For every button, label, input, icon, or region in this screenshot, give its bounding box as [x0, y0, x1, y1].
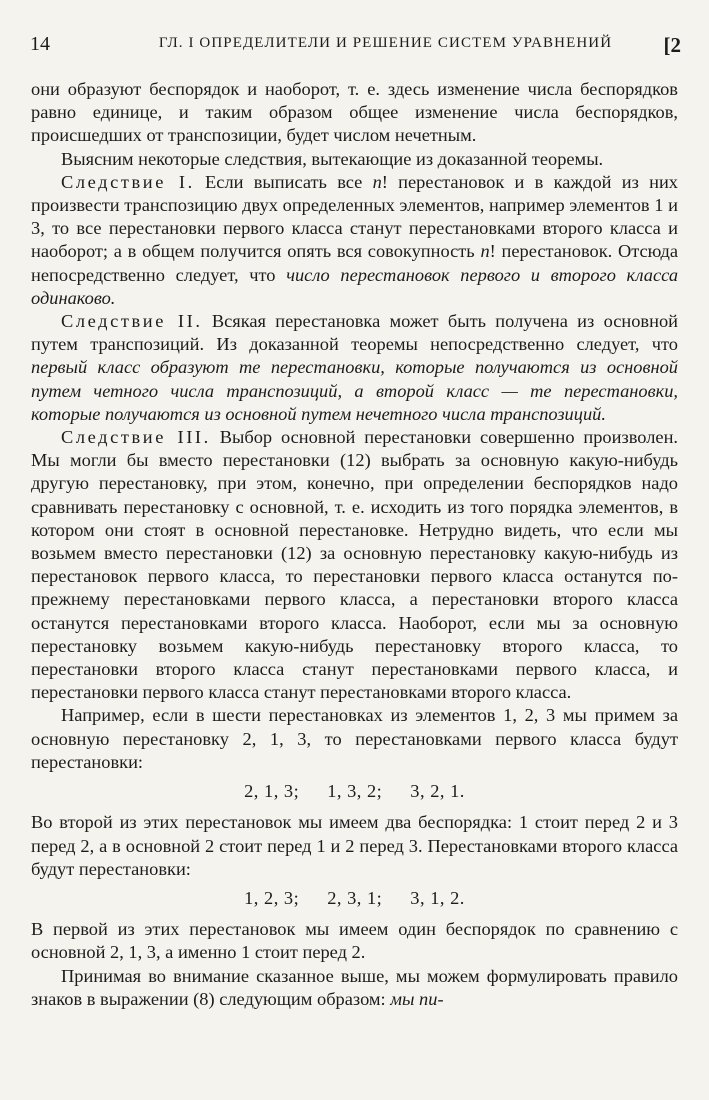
corollary-1-label: Следствие I.: [61, 171, 195, 192]
paragraph-example: Например, если в шести перестановках из элементов 1, 2, 3 мы примем за основную перестановку 2, 1, 3, то перестановками первого класса будут перестановки:: [31, 705, 678, 772]
formula-second-class: [31, 887, 678, 910]
permutation: 1, 3, 2;: [327, 781, 383, 802]
corollary-1: Следствие I. Если выписать все n! перестановок и в каждой из них произвести транспозицию двух определенных элементов, например элементов 1 и 3, то все перестановки первого класса станут перестановками второго класса и наоборот; а в общем получится опять вся совокупность n! перестановок. Отсюда непосредственно следует, что число перестановок первого и второго класса одинаково.: [31, 171, 679, 308]
corollary-3: Следствие III. Выбор основной перестановки совершенно произволен. Мы могли бы вместо перестановки (12) выбрать за основную какую-нибудь другую перестановку, при этом, конечно, при определении беспорядков надо сравнивать перестановку с основной, т. е. исходить из того порядка элементов, в котором они стоят в основной перестановке. Нетрудно видеть, что если мы возьмем вместо перестановки (12) за основную перестановку какую-нибудь из перестановок первого класса, то перестановки первого класса останутся по-прежнему перестановками первого класса, а перестановки второго класса останутся перестановками второго класса. Наоборот, если мы за основную перестановку возьмем какую-нибудь перестановку второго класса, то перестановки второго класса станут перестановками первого класса, и перестановки первого класса станут перестановками второго класса.: [31, 427, 679, 703]
permutation: 2, 1, 3;: [244, 781, 300, 802]
running-title: ГЛ. I ОПРЕДЕЛИТЕЛИ И РЕШЕНИЕ СИСТЕМ УРАВНЕНИЙ: [158, 35, 613, 51]
rule-italic: мы пи-: [390, 988, 444, 1009]
paragraph-continuation: они образуют беспорядок и наоборот, т. е. здесь изменение числа беспорядков равно единице, и таким образом общее изменение числа беспорядков, происшедших от транспозиции, будет числом нечетным.: [31, 79, 678, 146]
paragraph-first-permutation: В первой из этих перестановок мы имеем один беспорядок по сравнению с основной 2, 1, 3, а именно 1 стоит перед 2.: [31, 919, 678, 963]
paragraph-rule: Принимая во внимание сказанное выше, мы можем формулировать правило знаков в выражении (8) следующим образом: мы пи-: [31, 965, 678, 1009]
page-header: [30, 33, 681, 61]
page-body: [31, 78, 678, 1011]
corollary-2-label: Следствие II.: [61, 311, 203, 332]
variable-n: n: [480, 241, 490, 262]
formula-first-class: [31, 780, 678, 803]
corollary-2: Следствие II. Всякая перестановка может быть получена из основной путем транспозиций. Из доказанной теоремы непосредственно следует, что первый класс образуют те перестановки, которые получаются из основной путем четного числа транспозиций, а второй класс — те перестановки, которые получаются из основной путем нечетного числа транспозиций.: [31, 311, 678, 424]
corollary-2-conclusion: первый класс образуют те перестановки, которые получаются из основной путем четного числа транспозиций, а второй класс — те перестановки, которые получаются из основной путем нечетного числа транспозиций.: [31, 357, 678, 424]
section-number: [2: [663, 33, 681, 57]
page-number: 14: [30, 33, 50, 55]
corollary-3-label: Следствие III.: [61, 427, 211, 448]
paragraph-intro: Выясним некоторые следствия, вытекающие из доказанной теоремы.: [61, 148, 604, 169]
variable-n: n: [372, 171, 382, 192]
paragraph-second-permutation: Во второй из этих перестановок мы имеем два беспорядка: 1 стоит перед 2 и 3 перед 2, а в основной 2 стоит перед 1 и 2 перед 3. Перестановками второго класса будут перестановки:: [31, 812, 678, 879]
permutation: 2, 3, 1;: [327, 887, 383, 908]
permutation: 1, 2, 3;: [244, 887, 300, 908]
corollary-1-conclusion: число перестановок первого и второго класса одинаково.: [31, 264, 679, 308]
permutation: 3, 1, 2.: [410, 887, 465, 908]
permutation: 3, 2, 1.: [410, 781, 465, 802]
